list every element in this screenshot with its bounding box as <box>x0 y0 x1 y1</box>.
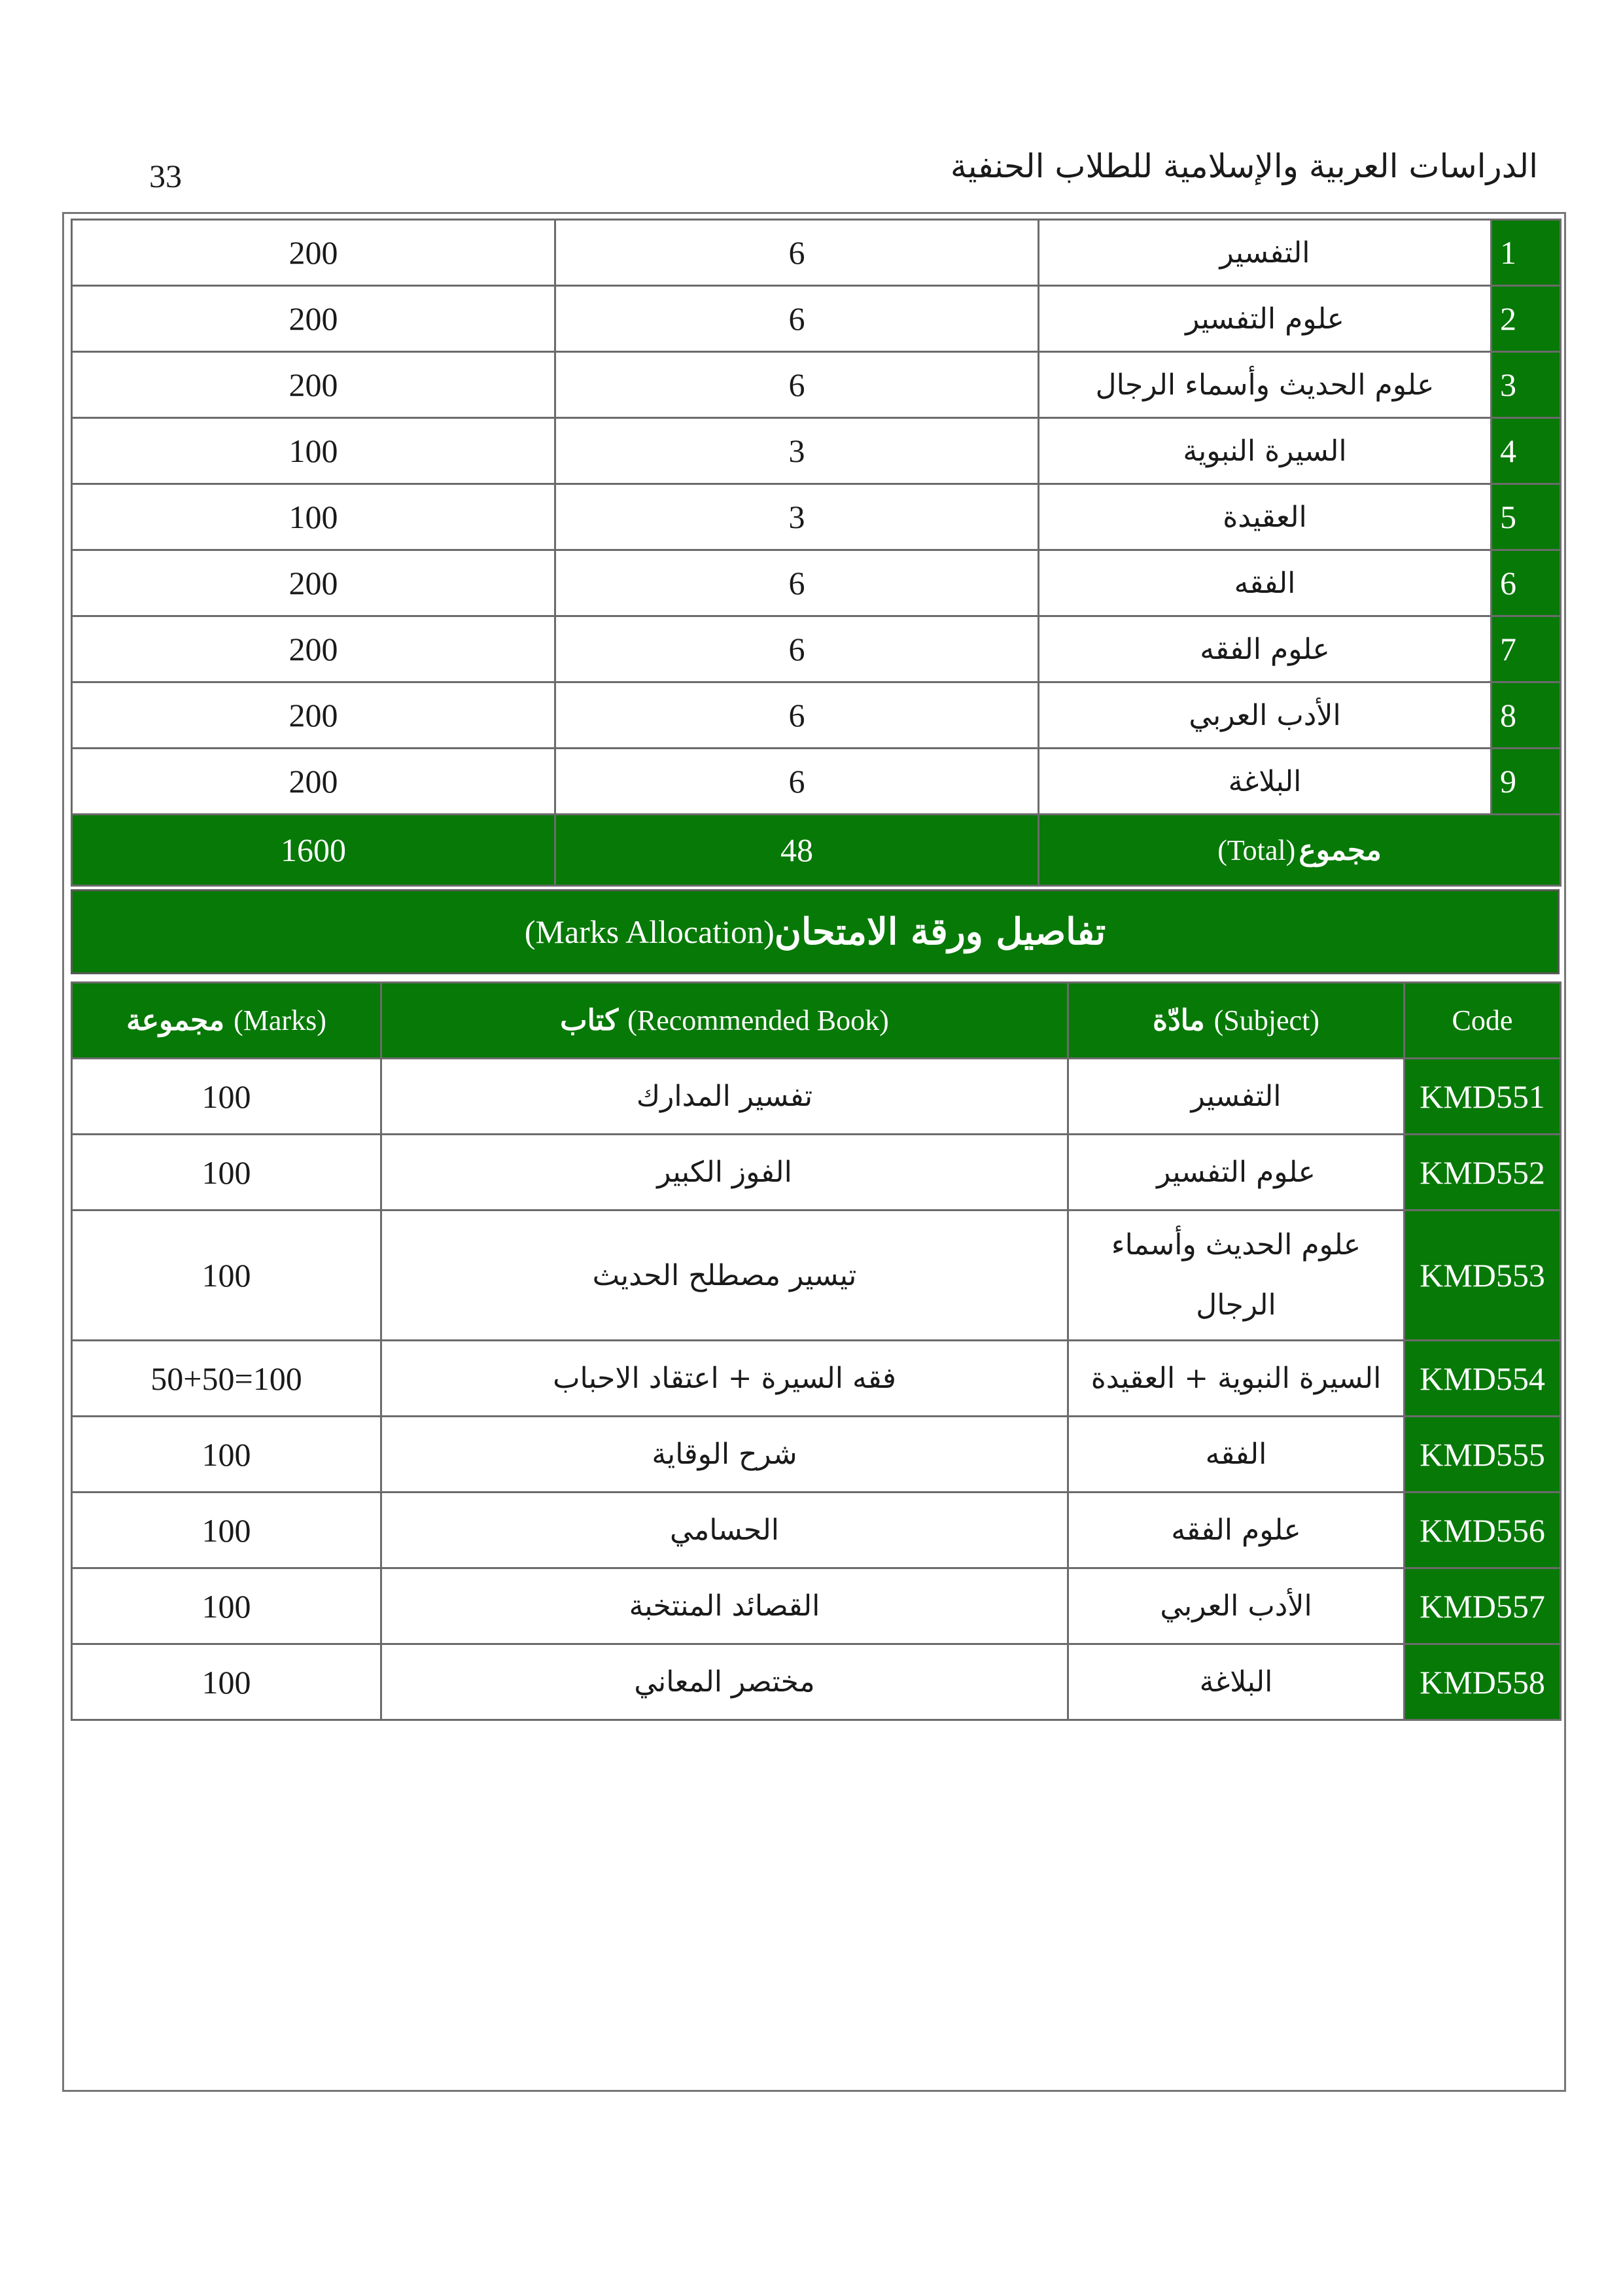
credits-cell: 6 <box>555 352 1039 418</box>
credits-cell: 3 <box>555 418 1039 484</box>
credit-table <box>71 219 1562 887</box>
credits-cell: 6 <box>555 749 1039 815</box>
subject-cell: علوم الفقه <box>1068 1492 1405 1568</box>
marks-cell: 100 <box>72 1568 381 1644</box>
table-header-row <box>72 983 1561 1059</box>
credits-cell: 6 <box>555 550 1039 616</box>
table-row <box>72 1210 1561 1341</box>
book-cell: شرح الوقاية <box>381 1417 1068 1492</box>
table-row <box>72 1135 1561 1210</box>
subject-cell: علوم التفسير <box>1068 1135 1405 1210</box>
table-row <box>72 484 1561 550</box>
marks-cell: 100 <box>72 1059 381 1135</box>
subject-cell: علوم التفسير <box>1039 286 1492 352</box>
index-cell: 3 <box>1492 352 1561 418</box>
marks-allocation-banner <box>71 889 1560 974</box>
marks-cell: 200 <box>72 550 555 616</box>
subject-cell: السيرة النبوية + العقيدة <box>1068 1341 1405 1417</box>
marks-cell: 100 <box>72 1135 381 1210</box>
table-row <box>72 220 1561 286</box>
book-cell: تيسير مصطلح الحديث <box>381 1210 1068 1341</box>
subject-cell: البلاغة <box>1039 749 1492 815</box>
code-cell: KMD557 <box>1405 1568 1561 1644</box>
table-row <box>72 1568 1561 1644</box>
credits-cell: 6 <box>555 220 1039 286</box>
subject-cell: الفقه <box>1039 550 1492 616</box>
credits-cell: 6 <box>555 616 1039 682</box>
marks-cell: 100 <box>72 1644 381 1720</box>
credits-cell: 6 <box>555 286 1039 352</box>
subject-cell: علوم الحديث وأسماء الرجال <box>1039 352 1492 418</box>
index-cell: 8 <box>1492 682 1561 749</box>
subject-cell: العقيدة <box>1039 484 1492 550</box>
subject-cell: علوم الحديث وأسماء الرجال <box>1068 1210 1405 1341</box>
code-cell: KMD554 <box>1405 1341 1561 1417</box>
table-row <box>72 1059 1561 1135</box>
marks-allocation-table <box>71 981 1562 1721</box>
table-row <box>72 550 1561 616</box>
subject-cell: علوم الفقه <box>1039 616 1492 682</box>
header-subject: مادّة (Subject) <box>1068 983 1405 1059</box>
marks-cell: 100 <box>72 1210 381 1341</box>
marks-cell: 200 <box>72 749 555 815</box>
code-cell: KMD555 <box>1405 1417 1561 1492</box>
marks-allocation-title-en: (Marks Allocation) <box>524 913 775 950</box>
table-row <box>72 1492 1561 1568</box>
marks-cell: 100 <box>72 1417 381 1492</box>
table-row <box>72 286 1561 352</box>
marks-cell: 100 <box>72 418 555 484</box>
table-row <box>72 418 1561 484</box>
subject-cell: التفسير <box>1068 1059 1405 1135</box>
table-row <box>72 616 1561 682</box>
marks-cell: 200 <box>72 616 555 682</box>
book-cell: الحسامي <box>381 1492 1068 1568</box>
page-number: 33 <box>149 158 182 194</box>
subject-cell: السيرة النبوية <box>1039 418 1492 484</box>
book-cell: مختصر المعاني <box>381 1644 1068 1720</box>
marks-cell: 100 <box>72 1492 381 1568</box>
credits-cell: 3 <box>555 484 1039 550</box>
index-cell: 1 <box>1492 220 1561 286</box>
marks-cell: 200 <box>72 286 555 352</box>
index-cell: 2 <box>1492 286 1561 352</box>
index-cell: 6 <box>1492 550 1561 616</box>
marks-cell: 100 <box>72 484 555 550</box>
marks-allocation-title-ar: تفاصيل ورقة الامتحان <box>774 910 1106 953</box>
code-cell: KMD558 <box>1405 1644 1561 1720</box>
total-row <box>72 815 1561 886</box>
table-row <box>72 749 1561 815</box>
subject-cell: البلاغة <box>1068 1644 1405 1720</box>
header-book: كتاب (Recommended Book) <box>381 983 1068 1059</box>
book-cell: القصائد المنتخبة <box>381 1568 1068 1644</box>
marks-cell: 200 <box>72 352 555 418</box>
subject-cell: الأدب العربي <box>1068 1568 1405 1644</box>
table-row <box>72 352 1561 418</box>
marks-cell: 50+50=100 <box>72 1341 381 1417</box>
marks-cell: 200 <box>72 682 555 749</box>
book-cell: تفسير المدارك <box>381 1059 1068 1135</box>
index-cell: 4 <box>1492 418 1561 484</box>
total-credits-cell: 48 <box>555 815 1039 886</box>
index-cell: 5 <box>1492 484 1561 550</box>
header-marks: مجموعة (Marks) <box>72 983 381 1059</box>
table-row <box>72 1341 1561 1417</box>
index-cell: 9 <box>1492 749 1561 815</box>
code-cell: KMD552 <box>1405 1135 1561 1210</box>
book-cell: فقه السيرة + اعتقاد الاحباب <box>381 1341 1068 1417</box>
running-title: الدراسات العربية والإسلامية للطلاب الحنفية <box>950 147 1538 185</box>
index-cell: 7 <box>1492 616 1561 682</box>
code-cell: KMD556 <box>1405 1492 1561 1568</box>
book-cell: الفوز الكبير <box>381 1135 1068 1210</box>
subject-cell: الأدب العربي <box>1039 682 1492 749</box>
total-label-cell: مجموع (Total) <box>1039 815 1561 886</box>
total-marks-cell: 1600 <box>72 815 555 886</box>
marks-cell: 200 <box>72 220 555 286</box>
credits-cell: 6 <box>555 682 1039 749</box>
subject-cell: الفقه <box>1068 1417 1405 1492</box>
header-code: Code <box>1405 983 1561 1059</box>
subject-cell: التفسير <box>1039 220 1492 286</box>
table-row <box>72 1644 1561 1720</box>
table-row <box>72 1417 1561 1492</box>
table-row <box>72 682 1561 749</box>
code-cell: KMD551 <box>1405 1059 1561 1135</box>
code-cell: KMD553 <box>1405 1210 1561 1341</box>
